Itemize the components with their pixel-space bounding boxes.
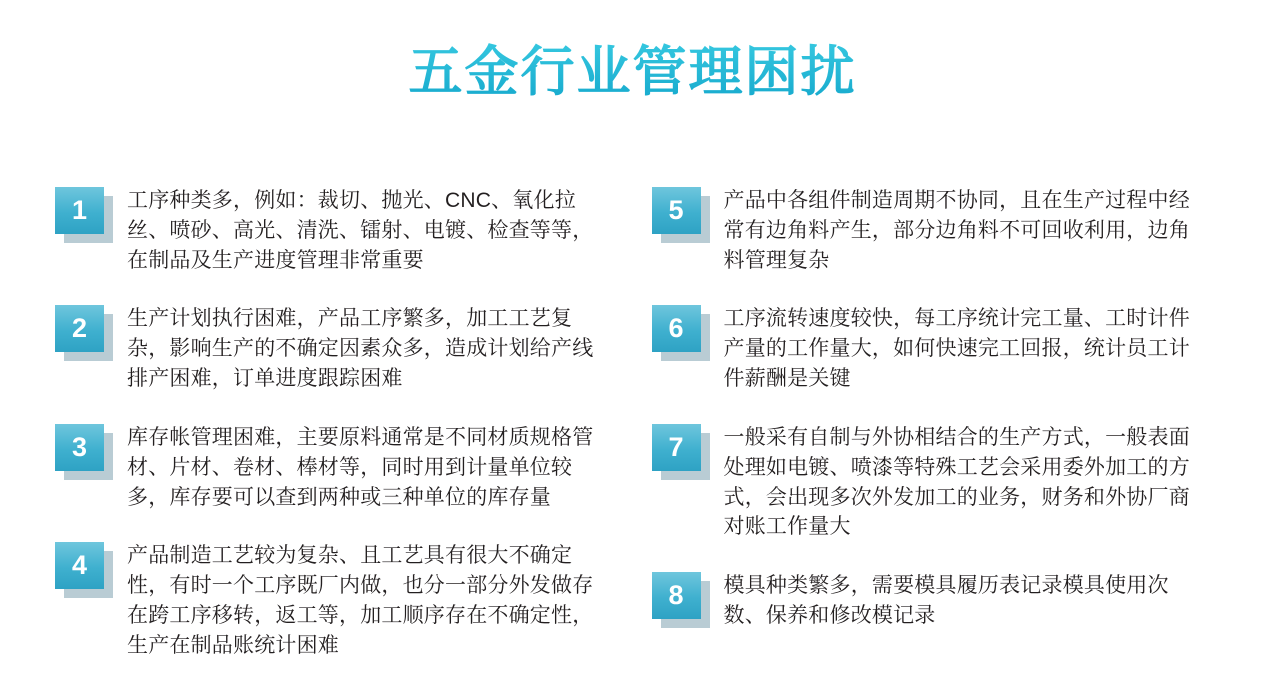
list-item [55,422,614,512]
page-title: 五金行业管理困扰 [0,40,1265,105]
content-columns [0,185,1265,689]
number-badge-wrap [652,572,710,628]
list-item-text: 产品中各组件制造周期不协同，且在生产过程中经常有边角料产生，部分边角料不可回收利用，边角料管理复杂 [723,189,1190,272]
list-item-text: 模具种类繁多，需要模具履历表记录模具使用次数、保养和修改模记录 [723,574,1169,627]
list-item-text: 一般采有自制与外协相结合的生产方式，一般表面处理如电镀、喷漆等特殊工艺会采用委外加工的方式，会出现多次外发加工的业务，财务和外协厂商对账工作量大 [723,425,1190,539]
number-badge: 1 [55,187,104,234]
list-item-text: 生产计划执行困难，产品工序繁多，加工工艺复杂，影响生产的不确定因素众多，造成计划给产线排产困难，订单进度跟踪困难 [127,307,594,391]
number-badge-wrap [55,424,113,480]
list-item [652,185,1211,275]
number-badge-wrap [652,424,710,480]
number-badge-wrap [55,187,113,243]
list-item-text: 产品制造工艺较为复杂、且工艺具有很大不确定性，有时一个工序既厂内做，也分一部分外发做存在跨工序移转，返工等，加工顺序存在不确定性，生产在制品账统计困难 [127,544,594,657]
list-item-text: 工序流转速度较快，每工序统计完工量、工时计件产量的工作量大，如何快速完工回报，统计员工计件薪酬是关键 [723,307,1190,391]
list-item [55,540,614,660]
column-right [652,185,1211,689]
number-badge: 4 [55,542,104,589]
number-badge: 7 [652,424,701,471]
number-badge: 5 [652,187,701,234]
list-item [652,570,1211,631]
list-item [652,303,1211,393]
number-badge: 8 [652,572,701,619]
list-item [55,185,614,275]
number-badge-wrap [652,187,710,243]
number-badge-wrap [55,305,113,361]
list-item-text: 库存帐管理困难，主要原料通常是不同材质规格管材、片材、卷材、棒材等，同时用到计量单位较多，库存要可以查到两种或三种单位的库存量 [127,425,594,509]
number-badge: 2 [55,305,104,352]
number-badge: 6 [652,305,701,352]
list-item [652,422,1211,542]
number-badge: 3 [55,424,104,471]
column-left [55,185,614,689]
list-item [55,303,614,393]
number-badge-wrap [652,305,710,361]
list-item-text: 工序种类多，例如：裁切、抛光、CNC、氧化拉丝、喷砂、高光、清洗、镭射、电镀、检查等等，在制品及生产进度管理非常重要 [127,189,594,272]
number-badge-wrap [55,542,113,598]
